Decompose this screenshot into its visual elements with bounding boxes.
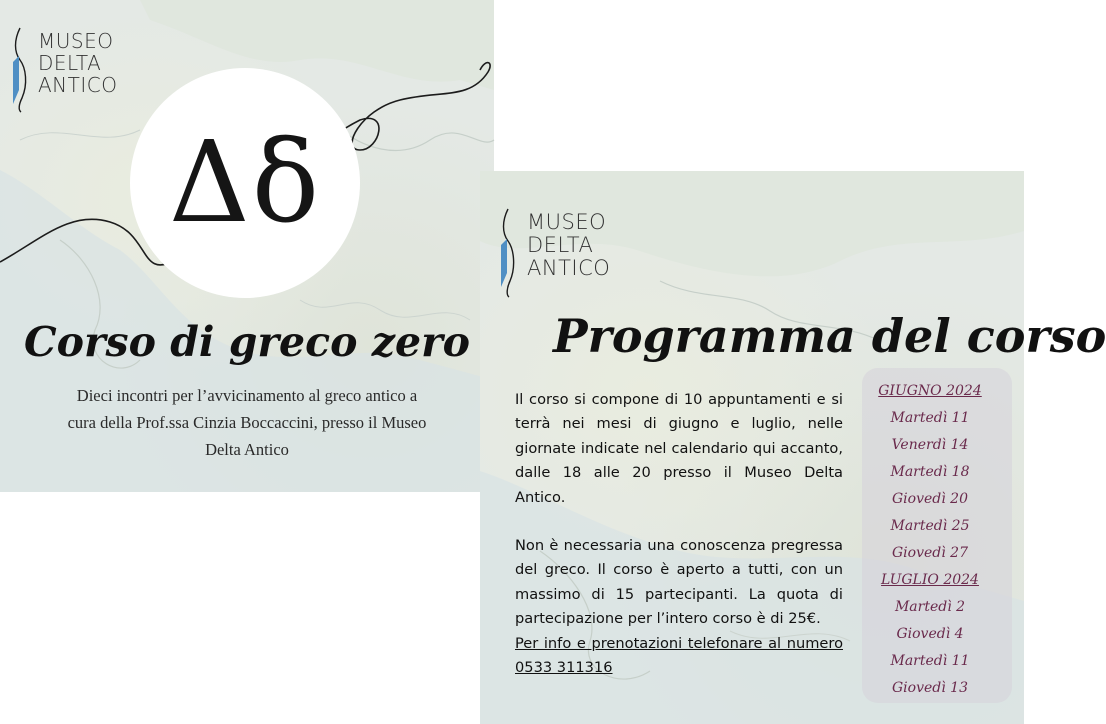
logo-line: MUSEO <box>38 29 114 53</box>
logo-text <box>38 30 117 96</box>
logo-line: DELTA <box>38 51 102 75</box>
logo-line: ANTICO <box>527 256 611 281</box>
course-calendar <box>862 368 1012 703</box>
logo-mark-icon <box>498 207 524 299</box>
program-description <box>515 388 843 680</box>
calendar-date: Martedì 25 <box>890 518 970 534</box>
course-subtitle: Dieci incontri per l’avvicinamento al greco antico a cura della Prof.ssa Cinzia Boccaccini, presso il Museo Delta Antico <box>67 386 427 459</box>
booking-info: Per info e prenotazioni telefonare al numero 0533 311316 <box>515 634 843 677</box>
calendar-list <box>862 378 998 702</box>
calendar-date: Giovedì 20 <box>892 491 968 507</box>
calendar-date: Giovedì 13 <box>892 680 968 696</box>
course-program-panel <box>480 171 1106 724</box>
calendar-date: Venerdì 14 <box>891 437 969 453</box>
course-title: Corso di greco zero <box>23 318 471 366</box>
calendar-date: Giovedì 4 <box>896 626 964 642</box>
delta-symbol: Δδ <box>168 118 322 248</box>
description-paragraph: Il corso si compone di 10 appuntamenti e si terrà nei mesi di giugno e luglio, nelle giornate indicate nel calendario qui accanto, dalle 18 alle 20 presso il Museo Delta Antico. <box>515 391 843 506</box>
logo-line: DELTA <box>527 233 594 258</box>
logo-mark-icon <box>10 26 36 114</box>
logo-line: ANTICO <box>38 73 118 97</box>
calendar-month-july: LUGLIO 2024 <box>881 572 979 588</box>
course-intro-panel <box>0 0 494 492</box>
description-paragraph: Non è necessaria una conoscenza pregressa del greco. Il corso è aperto a tutti, con un massimo di 15 partecipanti. La quota di partecipazione per l’intero corso è di 25€. <box>515 537 843 628</box>
calendar-month-june: GIUGNO 2024 <box>878 383 982 399</box>
calendar-date: Martedì 18 <box>890 464 970 480</box>
museum-logo <box>10 26 117 114</box>
calendar-date: Martedì 11 <box>890 410 970 426</box>
logo-line: MUSEO <box>527 210 607 234</box>
logo-text <box>527 211 610 280</box>
program-title: Programma del corso <box>553 309 1106 363</box>
delta-emblem <box>130 68 360 298</box>
museum-logo <box>498 207 610 299</box>
calendar-date: Martedì 11 <box>890 653 970 669</box>
calendar-date: Martedì 2 <box>894 599 966 615</box>
calendar-date: Giovedì 27 <box>892 545 968 561</box>
